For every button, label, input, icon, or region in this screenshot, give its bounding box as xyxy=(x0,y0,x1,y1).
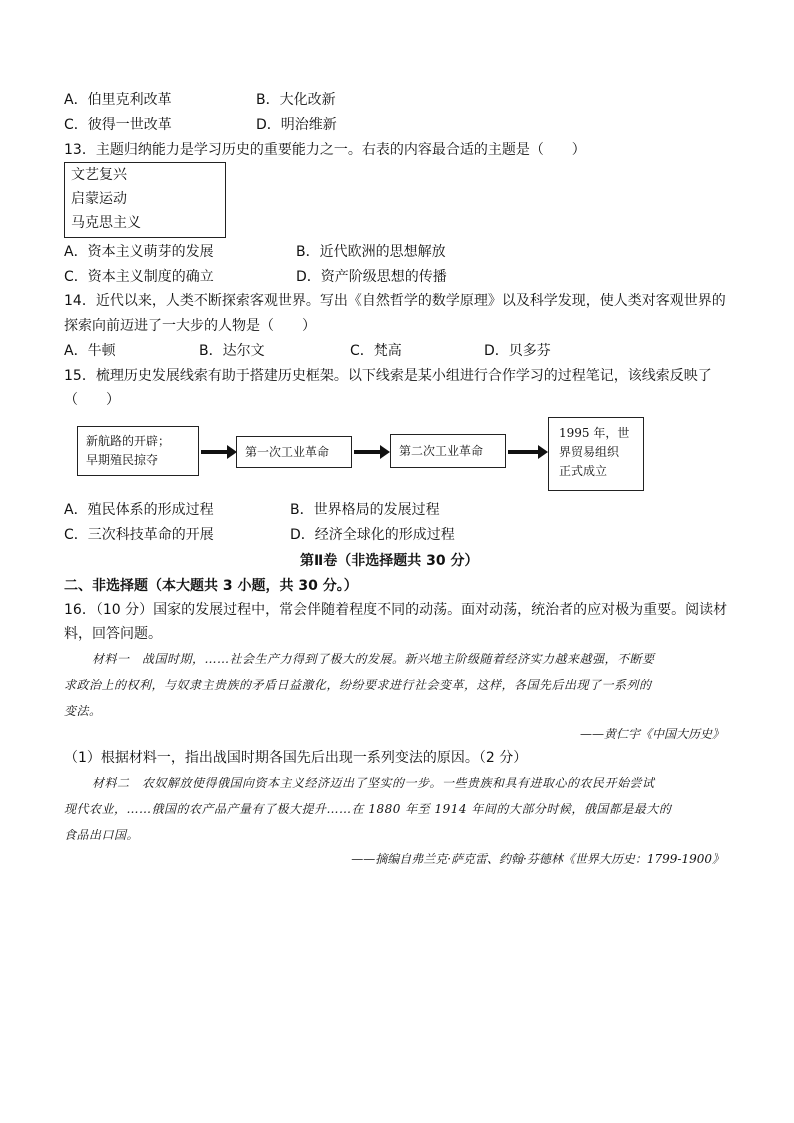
material-line: 材料二 农奴解放使得俄国向资本主义经济迈出了坚实的一步。一些贵族和具有进取心的农民开始尝试 xyxy=(92,776,655,790)
q13-table-row: 文艺复兴 xyxy=(71,167,127,183)
flow-box-first-industrial: 第一次工业革命 xyxy=(236,436,352,468)
q13-option-a: A．资本主义萌芽的发展 xyxy=(64,244,214,260)
flow-box-text: 1995 年，世 xyxy=(559,426,630,440)
q16-stem-line1: 16．（10 分）国家的发展过程中，常会伴随着程度不同的动荡。面对动荡，统治者的应对极为重要。阅读材 xyxy=(64,602,728,618)
q16-sub-question-1: （1）根据材料一，指出战国时期各国先后出现一系列变法的原因。（2 分） xyxy=(64,750,528,766)
flow-box-text: 正式成立 xyxy=(559,464,608,478)
q15-stem-line1: 15．梳理历史发展线索有助于搭建历史框架。以下线索是某小组进行合作学习的过程笔记，该线索反映了 xyxy=(64,368,712,384)
q13-option-b: B．近代欧洲的思想解放 xyxy=(296,244,446,260)
q15-option-a: A．殖民体系的形成过程 xyxy=(64,502,214,518)
q12-option-c: C．彼得一世改革 xyxy=(64,117,172,133)
material-one-source: ——黄仁宇《中国大历史》 xyxy=(579,727,724,741)
q14-option-c: C．梵高 xyxy=(350,343,402,359)
q12-option-d: D．明治维新 xyxy=(256,117,337,133)
q14-stem-line2: 探索向前迈进了一大步的人物是（ ） xyxy=(64,318,316,334)
material-line: 现代农业，……俄国的农产品产量有了极大提升……在 1880 年至 1914 年间的大部分时候，俄国都是最大的 xyxy=(64,802,672,816)
q15-option-c: C．三次科技革命的开展 xyxy=(64,527,214,543)
flow-arrow-icon xyxy=(354,450,382,454)
flow-box-second-industrial: 第二次工业革命 xyxy=(390,434,506,468)
material-two-source: ——摘编自弗兰克·萨克雷、约翰·芬德林《世界大历史：1799-1900》 xyxy=(351,852,724,866)
q15-option-b: B．世界格局的发展过程 xyxy=(290,502,440,518)
material-two xyxy=(64,770,724,848)
q12-option-a: A．伯里克利改革 xyxy=(64,92,172,108)
q15-option-d: D．经济全球化的形成过程 xyxy=(290,527,455,543)
q13-option-d: D．资产阶级思想的传播 xyxy=(296,269,447,285)
q14-option-d: D．贝多芬 xyxy=(484,343,551,359)
material-line: 材料一 战国时期，……社会生产力得到了极大的发展。新兴地主阶级随着经济实力越来越强，不断要 xyxy=(92,652,655,666)
material-line: 求政治上的权利，与奴隶主贵族的矛盾日益激化，纷纷要求进行社会变革，这样，各国先后出现了一系列的 xyxy=(64,678,652,692)
material-one xyxy=(64,646,724,724)
volume-title: 第Ⅱ卷（非选择题共 30 分） xyxy=(300,553,479,569)
q14-stem-line1: 14．近代以来，人类不断探索客观世界。写出《自然哲学的数学原理》以及科学发现，使人类对客观世界的 xyxy=(64,293,726,309)
q12-option-b: B．大化改新 xyxy=(256,92,336,108)
q13-table-row: 马克思主义 xyxy=(71,215,141,231)
flow-box-wto xyxy=(548,417,644,491)
flow-box-text: 早期殖民掠夺 xyxy=(86,453,159,467)
flow-arrow-icon xyxy=(201,450,229,454)
q13-table-row: 启蒙运动 xyxy=(71,191,127,207)
flow-box-text: 界贸易组织 xyxy=(559,445,620,459)
q13-option-c: C．资本主义制度的确立 xyxy=(64,269,214,285)
q14-option-b: B．达尔文 xyxy=(199,343,265,359)
q14-option-a: A．牛顿 xyxy=(64,343,116,359)
flow-box-new-routes xyxy=(77,426,199,476)
section-title: 二、非选择题（本大题共 3 小题，共 30 分。） xyxy=(64,578,358,594)
q13-stem: 13．主题归纳能力是学习历史的重要能力之一。右表的内容最合适的主题是（ ） xyxy=(64,142,586,158)
flow-arrow-icon xyxy=(508,450,540,454)
material-line: 变法。 xyxy=(64,704,102,718)
q15-stem-line2: （ ） xyxy=(64,392,120,408)
material-line: 食品出口国。 xyxy=(64,828,140,842)
q13-table xyxy=(64,162,226,238)
flow-box-text: 新航路的开辟； xyxy=(86,434,171,448)
q16-stem-line2: 料，回答问题。 xyxy=(64,626,162,642)
